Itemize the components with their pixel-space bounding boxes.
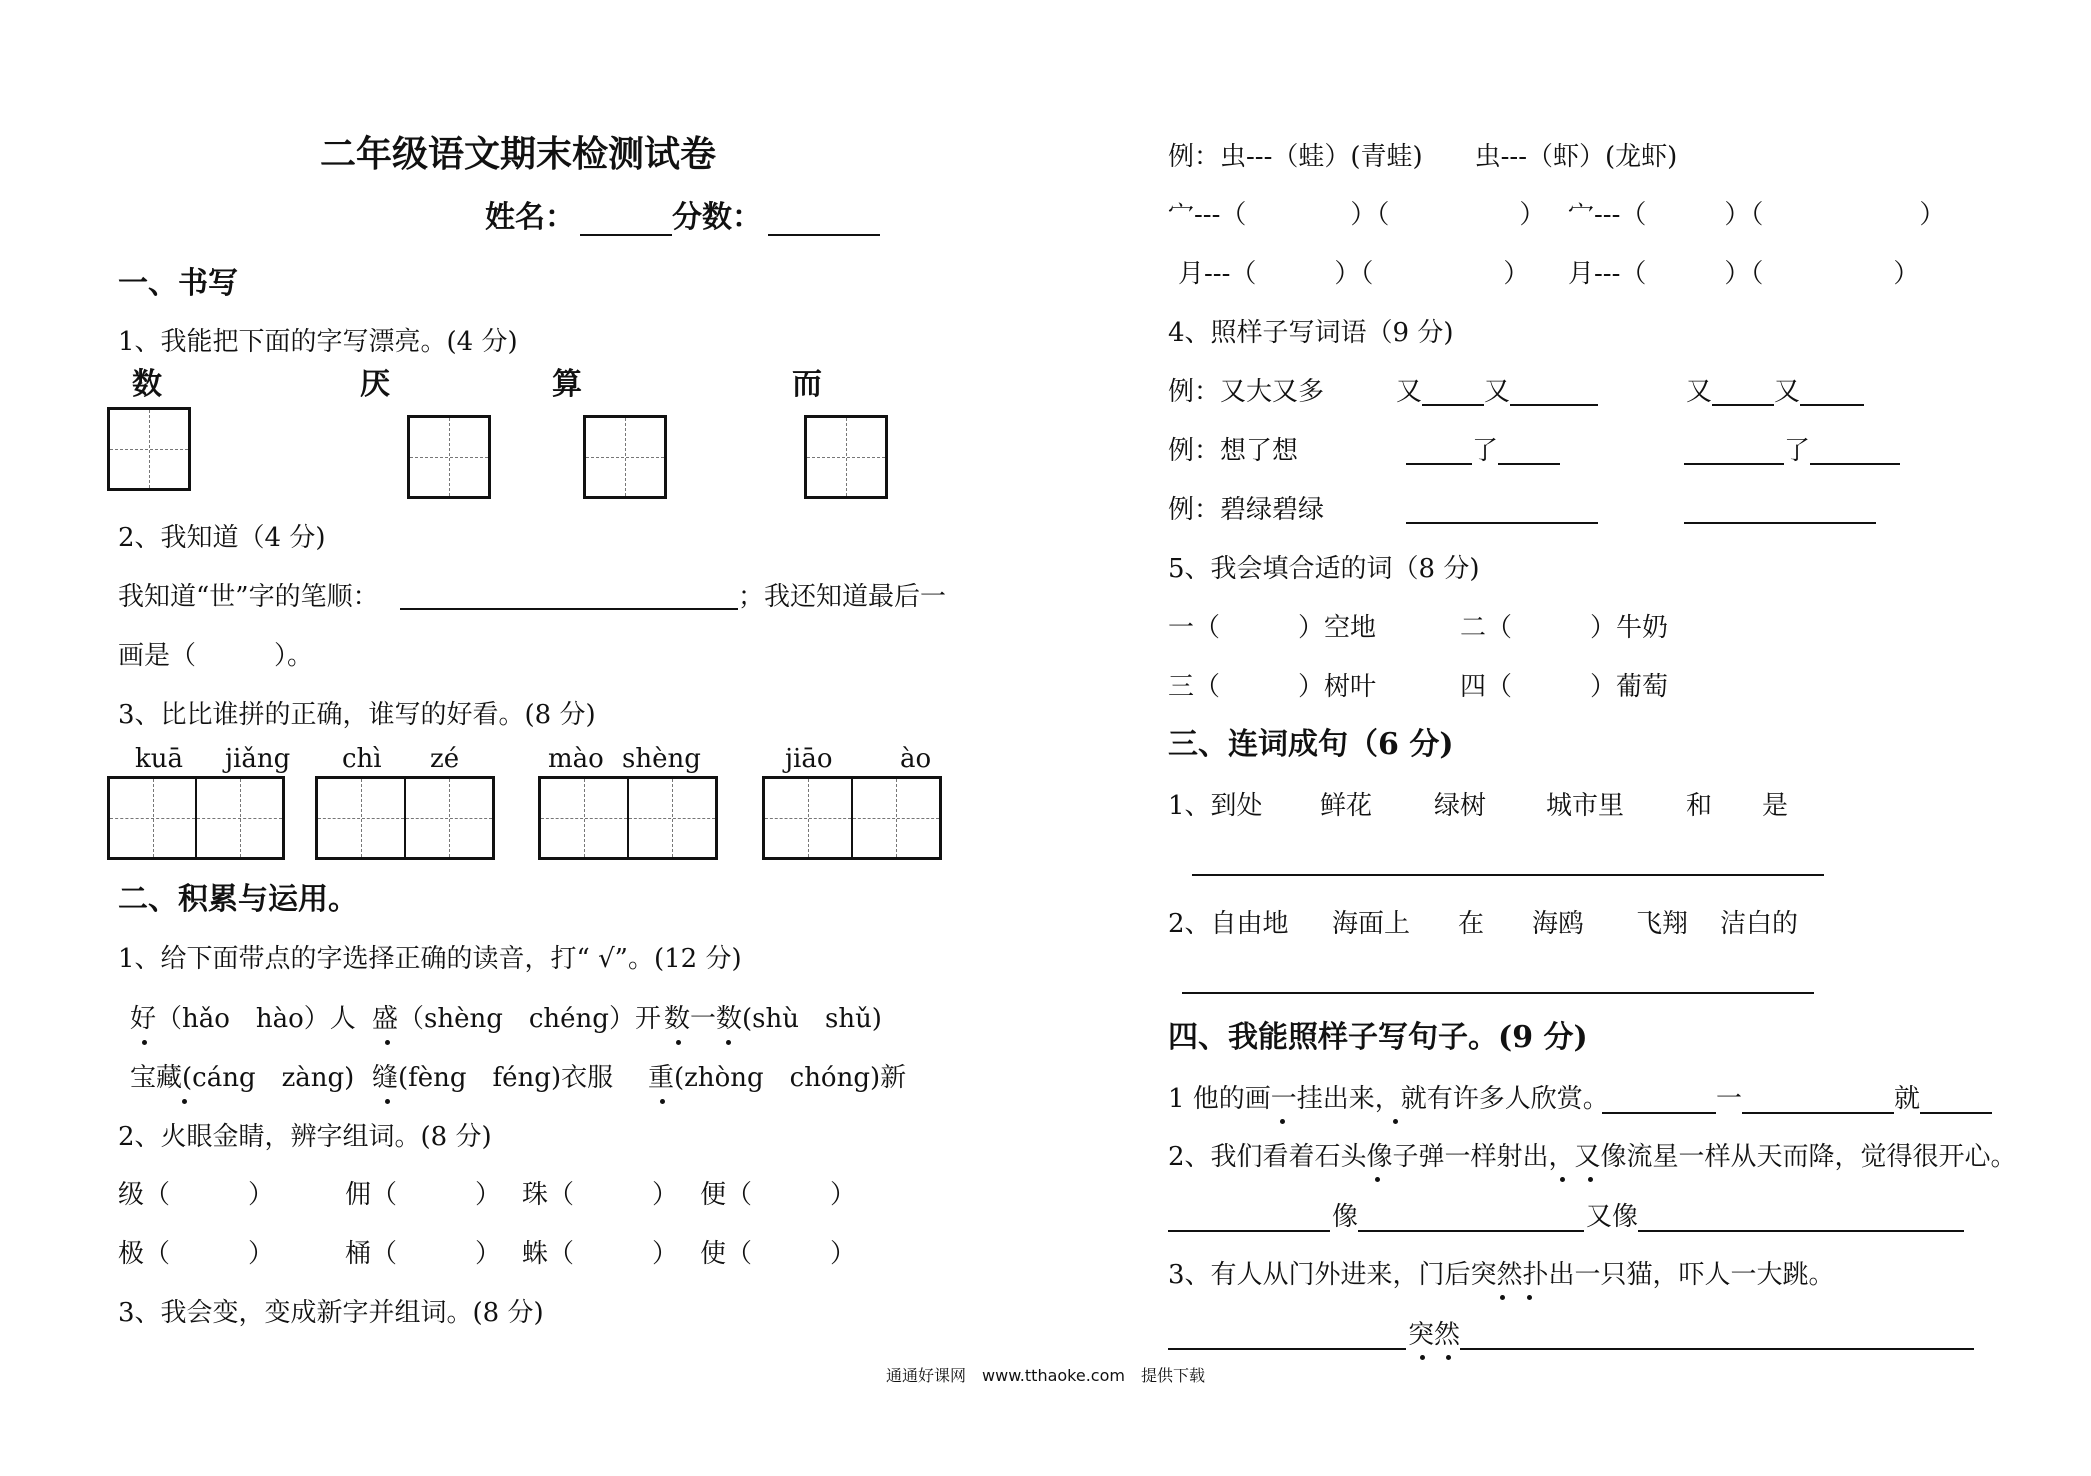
- s2-q4-ex2: 例：想了想: [1168, 436, 1299, 466]
- measure-item-3[interactable]: 三（ ）树叶: [1168, 672, 1377, 702]
- reading-item-1[interactable]: 好（hǎo hào）人: [130, 1004, 356, 1034]
- char-3: 算: [552, 367, 582, 402]
- s4-q2-text: 2、我们看着石头像子弹一样射出，又像流星一样从天而降，觉得很开心。: [1168, 1142, 2017, 1172]
- word-item-1[interactable]: 级（ ）: [118, 1180, 275, 1210]
- emphasis-dot: [1500, 1295, 1505, 1300]
- page-title: 二年级语文期末检测试卷: [320, 133, 717, 175]
- s4-q1-yi: 一: [1716, 1084, 1743, 1114]
- s4-q2-youxiang: 又像: [1586, 1202, 1639, 1232]
- radical-item-2[interactable]: 宀---（ ）（ ）: [1568, 200, 1946, 230]
- s1-q2-line1a: 我知道“世”字的笔顺：: [118, 582, 379, 612]
- pinyin-box-1[interactable]: [107, 776, 285, 860]
- s1-q2-line1b: ；我还知道最后一: [738, 582, 947, 612]
- measure-item-4[interactable]: 四（ ）葡萄: [1460, 672, 1669, 702]
- sentence-answer-line[interactable]: [1192, 874, 1824, 876]
- answer-blank[interactable]: [1742, 1112, 1894, 1114]
- emphasis-dot: [1420, 1355, 1425, 1360]
- s3-q1-word-6: 是: [1762, 791, 1789, 821]
- s3-q2-word-2: 海面上: [1332, 909, 1411, 939]
- you-char-1: 又: [1396, 377, 1423, 407]
- answer-blank[interactable]: [1168, 1230, 1330, 1232]
- sentence-answer-line[interactable]: [1182, 992, 1814, 994]
- word-item-6[interactable]: 桶（ ）: [345, 1239, 502, 1269]
- pinyin-5: mào: [548, 744, 604, 774]
- section1-heading: 一、书写: [118, 266, 238, 301]
- reading-item-3[interactable]: 数一数(shù shǔ): [664, 1004, 882, 1034]
- emphasis-dot: [1560, 1177, 1565, 1182]
- s3-q2-word-6: 洁白的: [1720, 909, 1799, 939]
- s1-q2-text: 2、我知道（4 分): [118, 523, 326, 553]
- emphasis-dot: [726, 1040, 731, 1045]
- s2-q4-ex1: 例：又大又多: [1168, 377, 1325, 407]
- pinyin-7: jiāo: [785, 744, 833, 774]
- answer-blank[interactable]: [1510, 404, 1598, 406]
- name-label: 姓名：: [485, 200, 575, 235]
- emphasis-dot: [1527, 1295, 1532, 1300]
- word-item-3[interactable]: 珠（ ）: [522, 1180, 679, 1210]
- writing-box-3[interactable]: [583, 415, 667, 499]
- answer-blank[interactable]: [1460, 1348, 1974, 1350]
- s3-q2-word-4: 海鸥: [1532, 909, 1585, 939]
- le-char-1: 了: [1472, 436, 1499, 466]
- name-blank[interactable]: [580, 234, 672, 236]
- radical-item-1[interactable]: 宀---（ ）（ ）: [1168, 200, 1546, 230]
- answer-blank[interactable]: [1684, 463, 1784, 465]
- s3-q1-word-3: 绿树: [1434, 791, 1487, 821]
- s3-q2-word-5: 飞翔: [1636, 909, 1689, 939]
- you-char-2: 又: [1484, 377, 1511, 407]
- pinyin-1: kuā: [135, 744, 184, 774]
- measure-item-2[interactable]: 二（ ）牛奶: [1460, 613, 1669, 643]
- s2-q1-text: 1、给下面带点的字选择正确的读音，打“ √”。(12 分): [118, 944, 742, 974]
- s3-q2-word-3: 在: [1458, 909, 1485, 939]
- emphasis-dot: [385, 1099, 390, 1104]
- char-1: 数: [132, 367, 162, 402]
- writing-box-1[interactable]: [107, 407, 191, 491]
- emphasis-dot: [142, 1040, 147, 1045]
- you-char-3: 又: [1686, 377, 1713, 407]
- s1-q1-text: 1、我能把下面的字写漂亮。(4 分): [118, 327, 518, 357]
- emphasis-dot: [660, 1099, 665, 1104]
- writing-box-2[interactable]: [407, 415, 491, 499]
- s4-q1-jiu: 就: [1894, 1084, 1921, 1114]
- answer-blank[interactable]: [1406, 522, 1598, 524]
- stroke-order-blank[interactable]: [400, 608, 738, 610]
- reading-item-6[interactable]: 重(zhòng chóng)新: [648, 1063, 907, 1093]
- word-item-7[interactable]: 蛛（ ）: [522, 1239, 679, 1269]
- pinyin-box-2[interactable]: [315, 776, 495, 860]
- answer-blank[interactable]: [1406, 463, 1472, 465]
- s3-q1-word-4: 城市里: [1546, 791, 1625, 821]
- s3-q2-word-1: 2、自由地: [1168, 909, 1289, 939]
- s1-q2-line2: 画是（ ）。: [118, 641, 314, 671]
- s2-q2-text: 2、火眼金睛，辨字组词。(8 分): [118, 1122, 492, 1152]
- word-item-8[interactable]: 使（ ）: [700, 1239, 857, 1269]
- s4-q2-xiang: 像: [1332, 1202, 1359, 1232]
- reading-item-4[interactable]: 宝藏(cáng zàng): [130, 1063, 355, 1093]
- score-blank[interactable]: [768, 234, 880, 236]
- s3-q1-word-2: 鲜花: [1320, 791, 1373, 821]
- radical-item-4[interactable]: 月---（ ）（ ）: [1568, 259, 1920, 289]
- answer-blank[interactable]: [1810, 463, 1900, 465]
- emphasis-dot: [1393, 1119, 1398, 1124]
- s3-q1-word-1: 1、到处: [1168, 791, 1263, 821]
- emphasis-dot: [1280, 1119, 1285, 1124]
- score-label: 分数：: [672, 200, 762, 235]
- answer-blank[interactable]: [1602, 1112, 1716, 1114]
- section4-heading: 四、我能照样子写句子。(9 分): [1168, 1020, 1588, 1055]
- char-4: 而: [792, 367, 822, 402]
- pinyin-4: zé: [430, 744, 460, 774]
- answer-blank[interactable]: [1712, 404, 1774, 406]
- s4-q3-turan: 突然: [1408, 1320, 1461, 1350]
- pinyin-box-3[interactable]: [538, 776, 718, 860]
- s2-q3-text: 3、我会变，变成新字并组词。(8 分): [118, 1298, 544, 1328]
- pinyin-8: ào: [900, 744, 932, 774]
- answer-blank[interactable]: [1358, 1230, 1584, 1232]
- s2-q5-text: 5、我会填合适的词（8 分): [1168, 554, 1480, 584]
- footer-credit: 通通好课网 www.tthaoke.com 提供下载: [886, 1366, 1205, 1385]
- emphasis-dot: [385, 1040, 390, 1045]
- you-char-4: 又: [1774, 377, 1801, 407]
- reading-item-2[interactable]: 盛（shèng chéng）开: [372, 1004, 661, 1034]
- answer-blank[interactable]: [1168, 1348, 1406, 1350]
- measure-item-1[interactable]: 一（ ）空地: [1168, 613, 1377, 643]
- s4-q1-text: 1 他的画一挂出来，就有许多人欣赏。: [1168, 1084, 1609, 1114]
- writing-box-4[interactable]: [804, 415, 888, 499]
- s3-q1-word-5: 和: [1686, 791, 1713, 821]
- pinyin-3: chì: [342, 744, 382, 774]
- word-item-2[interactable]: 佣（ ）: [345, 1180, 502, 1210]
- section3-heading: 三、连词成句（6 分): [1168, 727, 1454, 762]
- s4-q3-text: 3、有人从门外进来，门后突然扑出一只猫，吓人一大跳。: [1168, 1260, 1835, 1290]
- char-2: 厌: [360, 367, 390, 402]
- emphasis-dot: [1446, 1355, 1451, 1360]
- emphasis-dot: [182, 1099, 187, 1104]
- le-char-2: 了: [1784, 436, 1811, 466]
- pinyin-box-4[interactable]: [762, 776, 942, 860]
- answer-blank[interactable]: [1498, 463, 1560, 465]
- s2-q4-ex3: 例：碧绿碧绿: [1168, 495, 1325, 525]
- emphasis-dot: [1588, 1177, 1593, 1182]
- answer-blank[interactable]: [1800, 404, 1864, 406]
- emphasis-dot: [676, 1040, 681, 1045]
- s2-q3-example: 例：虫---（蛙）(青蛙) 虫---（虾）(龙虾): [1168, 142, 1678, 172]
- s2-q4-text: 4、照样子写词语（9 分): [1168, 318, 1454, 348]
- emphasis-dot: [1375, 1177, 1380, 1182]
- s1-q3-text: 3、比比谁拼的正确，谁写的好看。(8 分): [118, 700, 596, 730]
- answer-blank[interactable]: [1638, 1230, 1964, 1232]
- word-item-4[interactable]: 便（ ）: [700, 1180, 857, 1210]
- answer-blank[interactable]: [1920, 1112, 1992, 1114]
- word-item-5[interactable]: 极（ ）: [118, 1239, 275, 1269]
- section2-heading: 二、积累与运用。: [118, 882, 358, 917]
- answer-blank[interactable]: [1684, 522, 1876, 524]
- pinyin-2: jiǎng: [225, 744, 291, 774]
- radical-item-3[interactable]: 月---（ ）（ ）: [1178, 259, 1530, 289]
- answer-blank[interactable]: [1422, 404, 1484, 406]
- reading-item-5[interactable]: 缝(fèng féng)衣服: [372, 1063, 614, 1093]
- pinyin-6: shèng: [622, 744, 701, 774]
